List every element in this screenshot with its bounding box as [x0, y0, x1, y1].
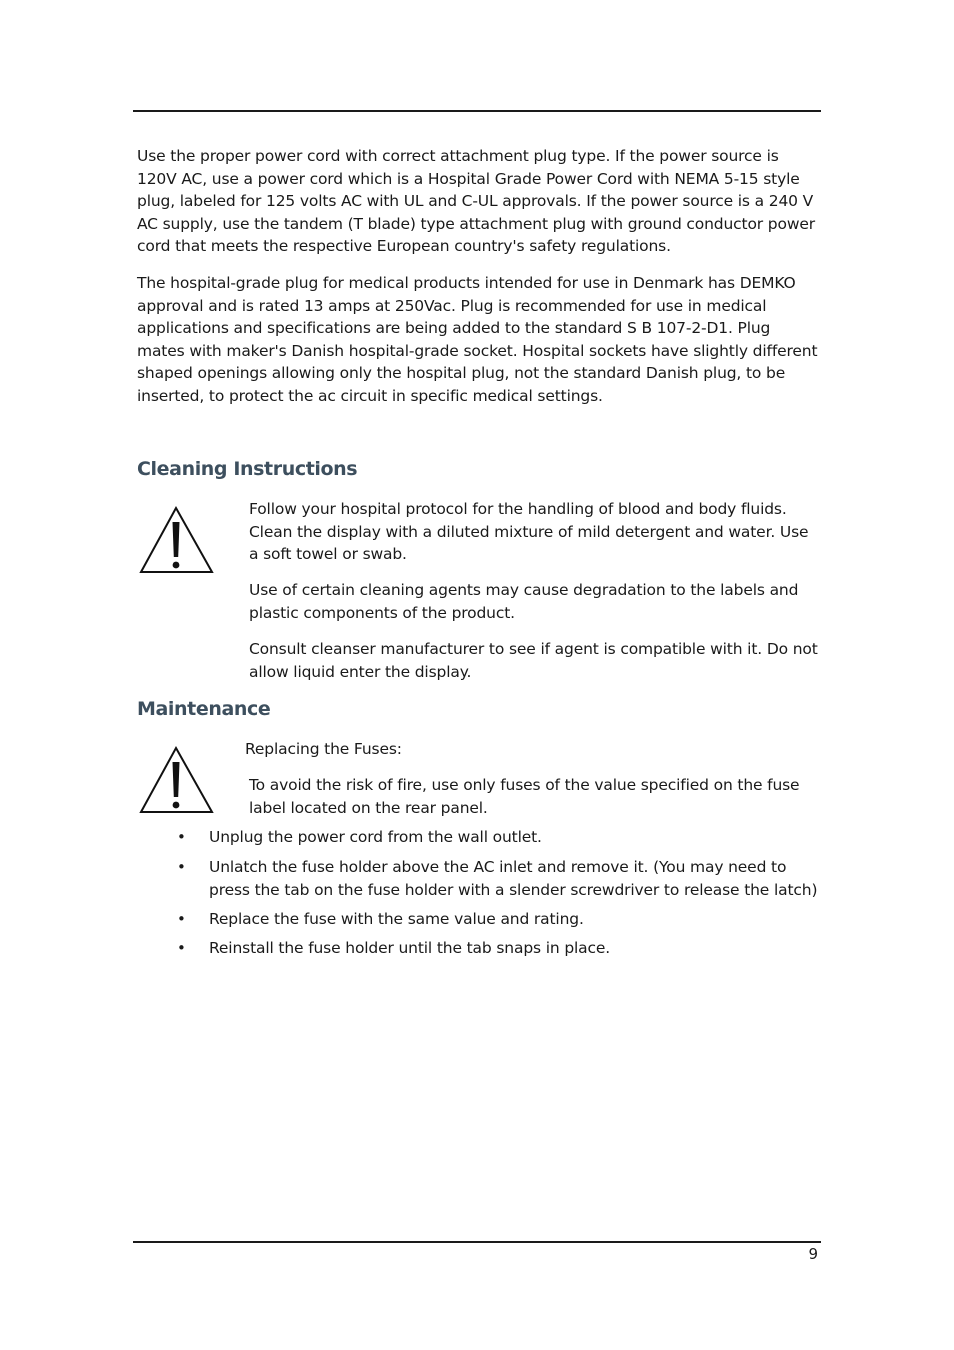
list-item	[177, 908, 823, 931]
maintenance-heading: Maintenance	[137, 698, 271, 720]
bullet-dot: •	[177, 910, 186, 928]
footer-rule	[133, 1241, 821, 1243]
cleanser-compatibility-text: Consult cleanser manufacturer to see if agent is compatible with it. Do not allow liquid enter the display.	[249, 640, 818, 681]
replacing-fuses-subtitle: Replacing the Fuses:	[245, 740, 402, 758]
header-rule	[133, 110, 821, 112]
step-text: Reinstall the fuse holder until the tab snaps in place.	[209, 939, 611, 957]
step-text: Unlatch the fuse holder above the AC inlet and remove it. (You may need to press the tab on the fuse holder with a slender screwdriver to release the latch)	[209, 858, 818, 899]
list-item	[177, 937, 823, 960]
denmark-plug-paragraph: The hospital-grade plug for medical products intended for use in Denmark has DEMKO approval and is rated 13 amps at 250Vac. Plug is recommended for use in medical applications and specifications are being added to the standard S B 107-2-D1. Plug mates with maker's Danish hospital-grade socket. Hospital sockets have slightly different shaped openings allowing only the hospital plug, not the standard Danish plug, to be inserted, to protect the ac circuit in specific medical settings.	[137, 274, 818, 405]
warning-triangle-icon	[139, 505, 215, 573]
list-item	[177, 856, 823, 901]
list-item	[177, 826, 823, 849]
page-number: 9	[808, 1245, 818, 1263]
bullet-dot: •	[177, 828, 186, 846]
power-cord-paragraph: Use the proper power cord with correct attachment plug type. If the power source is 120V AC, use a power cord which is a Hospital Grade Power Cord with NEMA 5-15 style plug, labeled for 125 volts AC with UL and C-UL approvals. If the power source is a 240 V AC supply, use the tandem (T blade) type attachment plug with ground conductor power cord that meets the respective European country's safety regulations.	[137, 147, 815, 256]
bullet-dot: •	[177, 858, 186, 876]
fuse-warning-text: To avoid the risk of fire, use only fuses of the value specified on the fuse label located on the rear panel.	[249, 776, 800, 817]
cleaning-protocol-text: Follow your hospital protocol for the handling of blood and body fluids. Clean the display with a diluted mixture of mild detergent and water. Use a soft towel or swab.	[249, 500, 809, 564]
warning-triangle-icon	[139, 745, 215, 813]
bullet-dot: •	[177, 939, 186, 957]
step-text: Replace the fuse with the same value and rating.	[209, 910, 584, 928]
cleaning-agents-text: Use of certain cleaning agents may cause degradation to the labels and plastic components of the product.	[249, 581, 799, 622]
cleaning-heading: Cleaning Instructions	[137, 458, 358, 480]
step-text: Unplug the power cord from the wall outlet.	[209, 828, 542, 846]
